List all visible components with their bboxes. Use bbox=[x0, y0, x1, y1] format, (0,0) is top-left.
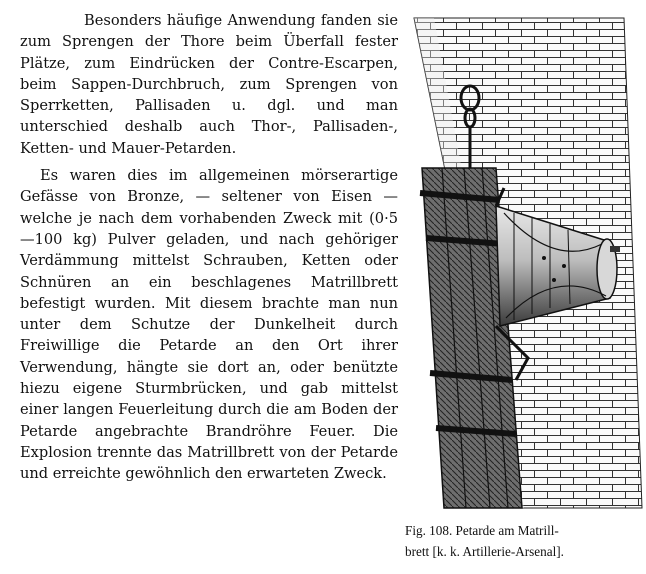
body-text bbox=[20, 10, 398, 485]
caption-line-1: Fig. 108. Petarde am Matrill- bbox=[405, 523, 559, 538]
paragraph-2: Es waren dies im allgemeinen mörserartige Gefässe von Bronze, — seltener von Eisen — welche je nach dem vorhabenden Zweck mit (0·5—100 kg) Pulver geladen, und nach gehöriger Verdämmung mittelst Schrauben, Ketten oder Schnüren an ein beschlagenes Matrillbrett befestigt wurden. Mit diesem brachte man nun unter dem Schutze der Dunkelheit durch Freiwillige die Petarde an den Ort ihrer Verwendung, hängte sie dort an, oder benützte hiezu eigene Sturmbrücken, und gab mittelst einer langen Feuerleitung durch die am Boden der Petarde angebrachte Brandröhre Feuer. Die Explosion trennte das Matrillbrett von der Petarde und erreichte gewöhnlich den erwarteten Zweck. bbox=[20, 167, 398, 483]
petarde-illustration bbox=[404, 8, 644, 518]
paragraph-1: Besonders häufige Anwendung fanden sie zum Sprengen der Thore beim Überfall fester Plätze, zum Eindrücken der Contre-Escarpen, beim Sappen-Durchbruch, zum Sprengen von Sperrketten, Pallisaden u. dgl. und man unterschied deshalb auch Thor-, Pallisaden-, Ketten- und Mauer-Petarden. bbox=[20, 12, 398, 157]
figure-caption bbox=[405, 520, 637, 562]
caption-line-2: brett [k. k. Artillerie-Arsenal]. bbox=[405, 544, 564, 559]
